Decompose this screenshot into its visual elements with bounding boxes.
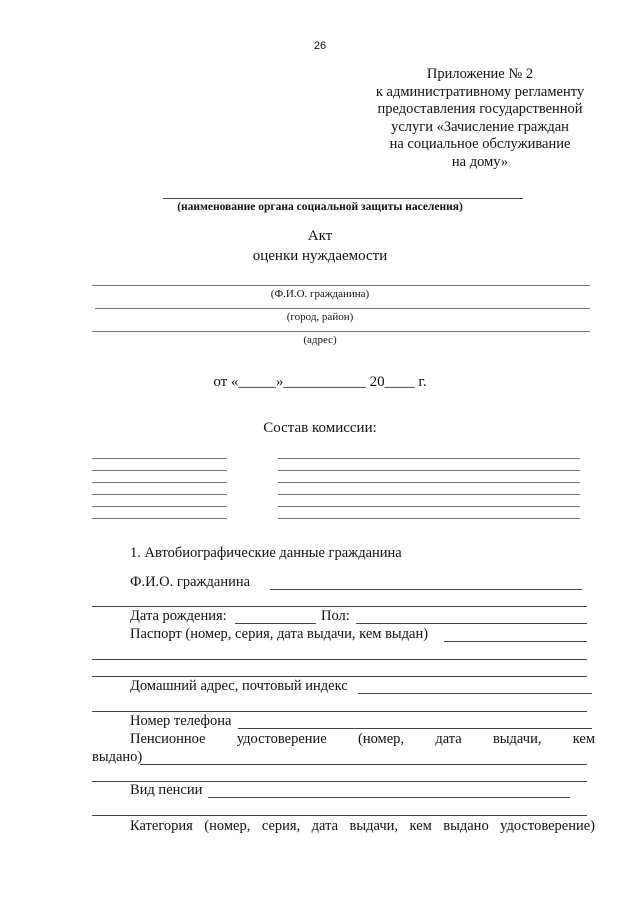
home-address-label: Домашний адрес, почтовый индекс xyxy=(130,678,348,694)
pension-cert-label-cont: выдано) xyxy=(92,749,143,765)
commission-title: Состав комиссии: xyxy=(263,420,377,436)
address-line xyxy=(92,331,590,332)
appendix-line: услуги «Зачисление граждан xyxy=(391,118,569,135)
passport-line xyxy=(444,641,587,642)
pension-cert-word: дата xyxy=(435,731,462,747)
appendix-line: к административному регламенту xyxy=(375,83,585,100)
fio-field-line-2 xyxy=(92,606,587,607)
appendix-line: Приложение № 2 xyxy=(426,66,534,82)
page-number: 26 xyxy=(313,40,327,52)
act-subtitle: оценки нуждаемости xyxy=(252,248,388,264)
birth-date-label: Дата рождения: xyxy=(130,608,227,624)
pension-cert-word: выдачи, xyxy=(492,731,542,747)
commission-line xyxy=(278,494,580,495)
commission-line xyxy=(278,506,580,507)
pension-type-line-2 xyxy=(92,815,587,816)
pension-cert-word: кем xyxy=(572,731,595,747)
commission-line xyxy=(92,518,227,519)
passport-line-3 xyxy=(92,676,587,677)
commission-line xyxy=(92,470,227,471)
commission-line xyxy=(278,482,580,483)
commission-line xyxy=(92,458,227,459)
fio-line xyxy=(92,285,590,286)
fio-field-label: Ф.И.О. гражданина xyxy=(130,574,251,590)
pension-cert-word: удостоверение xyxy=(236,731,327,747)
org-name-line xyxy=(163,198,523,199)
city-line xyxy=(95,308,590,309)
address-caption: (адрес) xyxy=(303,334,337,346)
passport-line-2 xyxy=(92,659,587,660)
pension-cert-line xyxy=(140,764,587,765)
commission-line xyxy=(92,482,227,483)
pension-cert-label xyxy=(130,731,595,748)
act-title: Акт xyxy=(307,228,333,244)
pension-cert-word: (номер, xyxy=(358,731,405,747)
home-address-line xyxy=(358,693,592,694)
phone-label: Номер телефона xyxy=(130,713,232,729)
city-caption: (город, район) xyxy=(286,311,354,323)
sex-line xyxy=(356,623,587,624)
appendix-header xyxy=(355,66,605,172)
pension-cert-word: Пенсионное xyxy=(130,731,206,747)
appendix-line: на социальное обслуживание xyxy=(389,136,571,153)
appendix-line: предоставления государственной xyxy=(377,101,583,118)
passport-label: Паспорт (номер, серия, дата выдачи, кем выдан) xyxy=(130,626,429,642)
org-name-caption: (наименование органа социальной защиты населения) xyxy=(177,201,463,213)
commission-line xyxy=(278,518,580,519)
pension-type-label: Вид пенсии xyxy=(130,782,203,798)
pension-type-line xyxy=(208,797,570,798)
act-date: от «_____»___________ 20____ г. xyxy=(213,374,427,390)
commission-line xyxy=(278,458,580,459)
commission-line xyxy=(92,506,227,507)
home-address-line-2 xyxy=(92,711,587,712)
fio-caption: (Ф.И.О. гражданина) xyxy=(270,288,370,300)
category-label: Категория (номер, серия, дата выдачи, кем выдано удостоверение) xyxy=(130,818,595,834)
sex-label: Пол: xyxy=(321,608,350,624)
commission-line xyxy=(278,470,580,471)
commission-line xyxy=(92,494,227,495)
phone-line xyxy=(238,728,592,729)
fio-field-line xyxy=(270,589,582,590)
appendix-line: на дому» xyxy=(451,153,509,170)
birth-date-line xyxy=(235,623,316,624)
section1-title: 1. Автобиографические данные гражданина xyxy=(130,545,402,561)
